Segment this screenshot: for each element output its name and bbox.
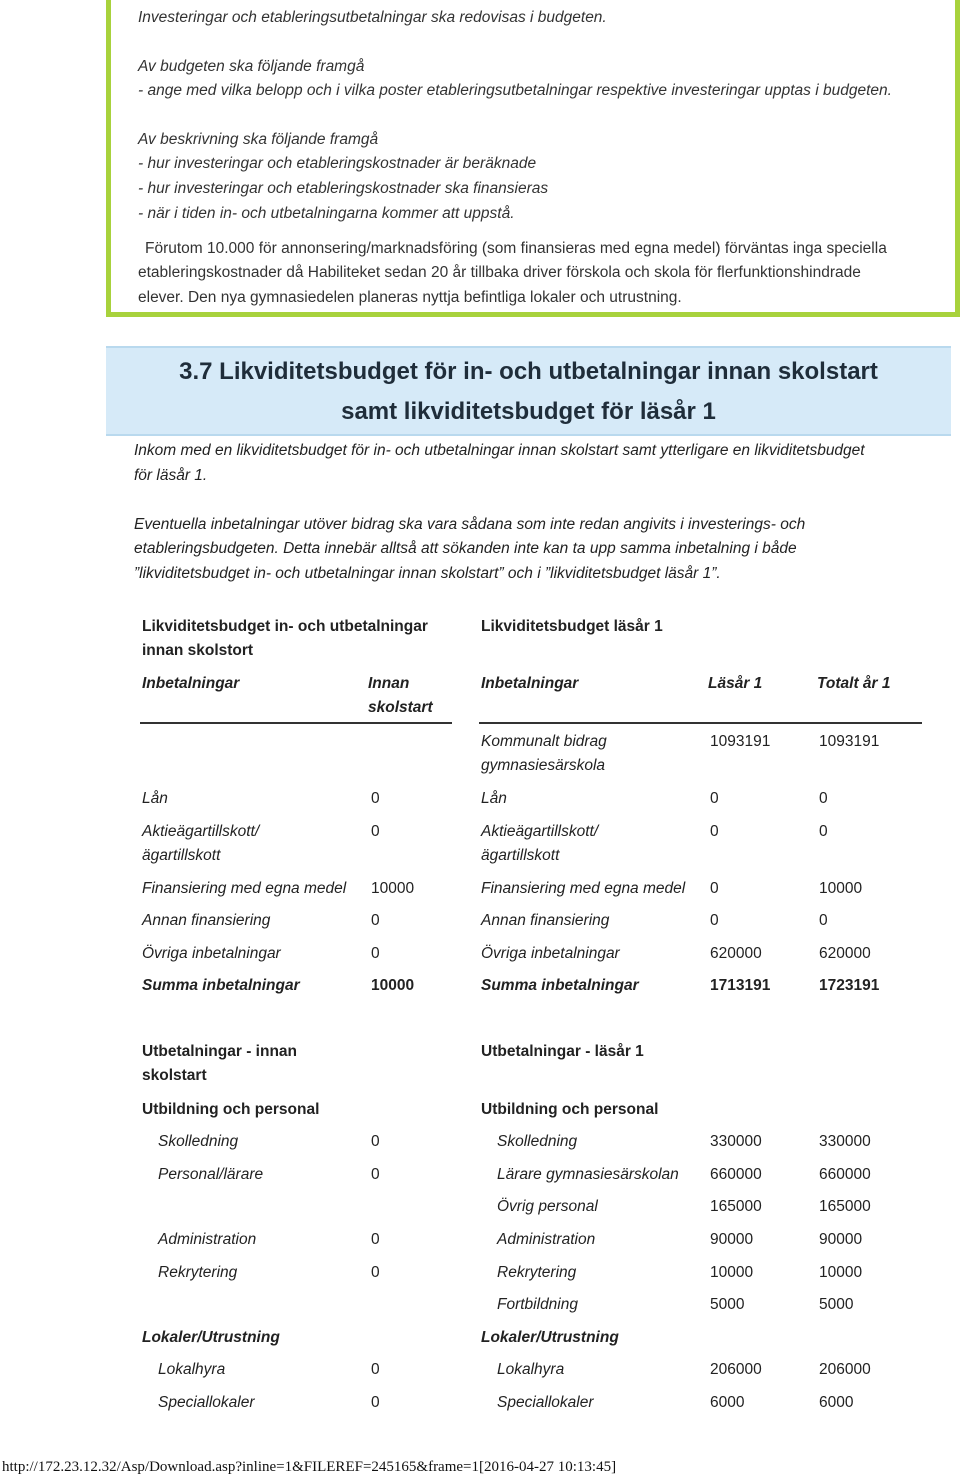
right-title: Likviditetsbudget läsår 1 [481,618,663,635]
left-row-0-b: 0 [371,790,380,807]
right-row-3-c: 10000 [819,880,863,897]
right-sec2-row-1-label: Speciallokaler [497,1394,594,1411]
right-sec2-row-1-b: 6000 [710,1394,745,1411]
box-line-4: Av beskrivning ska följande framgå [138,131,379,148]
left-row-2-b: 10000 [371,880,415,897]
left-row-4-label: Övriga inbetalningar [142,945,281,962]
left-ut-title-2: skolstart [142,1067,207,1084]
right-row-4-c: 0 [819,912,828,929]
left-row-4-b: 0 [371,945,380,962]
right-sec1-row-3-c: 90000 [819,1231,863,1248]
right-sec1-row-1-b: 660000 [710,1166,762,1183]
heading-line-1: 3.7 Likviditetsbudget för in- och utbetalningar innan skolstart [179,358,878,385]
left-sec1-title: Utbildning och personal [142,1101,320,1118]
right-row-4-label: Annan finansiering [481,912,610,929]
right-col-inbetalningar: Inbetalningar [481,675,579,692]
left-row-3-label: Annan finansiering [142,912,271,929]
box-line-6: - hur investeringar och etableringskostnader ska finansieras [138,180,549,197]
left-row-0-label: Lån [142,790,168,807]
right-sec2-row-1-c: 6000 [819,1394,854,1411]
right-sec1-row-3-label: Administration [497,1231,596,1248]
left-sec1-row-2-label: Administration [158,1231,257,1248]
right-sec1-row-1-c: 660000 [819,1166,871,1183]
intro-p2a: Eventuella inbetalningar utöver bidrag ska vara sådana som inte redan angivits i investerings- och [134,516,806,533]
right-row-6-b: 1713191 [710,977,771,994]
right-sec1-row-2-c: 165000 [819,1198,871,1215]
box-line-3: - ange med vilka belopp och i vilka poster etableringsutbetalningar respektive investeringar upptas i budgeten. [138,82,892,99]
box-line-8: Förutom 10.000 för annonsering/marknadsföring (som finansieras med egna medel) förväntas inga speciella [145,240,887,257]
right-sec1-row-2-label: Övrig personal [497,1198,598,1215]
footer-url: http://172.23.12.32/Asp/Download.asp?inline=1&FILEREF=245165&frame=1[2016-04-27 10:13:45] [2,1459,617,1475]
section-heading [106,346,951,436]
right-row-1-b: 0 [710,790,719,807]
box-line-1: Investeringar och etableringsutbetalningar ska redovisas i budgeten. [138,9,607,26]
left-col-innan: Innan [368,675,410,692]
left-row-2-label: Finansiering med egna medel [142,880,347,897]
right-sec2-row-0-b: 206000 [710,1361,762,1378]
right-row-0-label: Kommunalt bidrag [481,733,607,750]
right-row-2-label2: ägartillskott [481,847,560,864]
intro-p2c: ”likviditetsbudget in- och utbetalningar innan skolstart” och i ”likviditetsbudget läsår 1”. [134,565,721,582]
intro-p2b: etableringsbudgeten. Detta innebär alltså att sökanden inte kan ta upp samma inbetalning i både [134,540,797,557]
left-row-5-label: Summa inbetalningar [142,977,300,994]
right-row-0-label2: gymnasiesärskola [481,757,606,774]
right-col-lasar1: Läsår 1 [708,675,763,692]
left-sec1-row-2-b: 0 [371,1231,380,1248]
left-sec2-title: Lokaler/Utrustning [142,1329,280,1346]
right-sec1-row-5-c: 5000 [819,1296,854,1313]
left-sec1-row-0-label: Skolledning [158,1133,239,1150]
right-sec1-row-4-b: 10000 [710,1264,754,1281]
left-row-1-label: Aktieägartillskott/ [142,823,260,840]
right-ut-title: Utbetalningar - läsår 1 [481,1043,644,1060]
right-row-0-b: 1093191 [710,733,771,750]
left-row-1-b: 0 [371,823,380,840]
right-sec2-row-0-label: Lokalhyra [497,1361,565,1378]
right-row-1-label: Lån [481,790,507,807]
box-line-5: - hur investeringar och etableringskostnader är beräknade [138,155,537,172]
left-sec2-row-0-label: Lokalhyra [158,1361,226,1378]
left-title-2: innan skolstort [142,642,254,659]
right-sec2-title: Lokaler/Utrustning [481,1329,619,1346]
left-sec1-row-1-label: Personal/lärare [158,1166,264,1183]
right-row-2-label: Aktieägartillskott/ [481,823,599,840]
right-sec1-title: Utbildning och personal [481,1101,659,1118]
right-row-1-c: 0 [819,790,828,807]
left-col-inbetalningar: Inbetalningar [142,675,240,692]
right-row-5-b: 620000 [710,945,762,962]
right-row-2-c: 0 [819,823,828,840]
heading-line-2: samt likviditetsbudget för läsår 1 [341,398,716,425]
right-header-rule [479,722,922,724]
left-sec1-row-0-b: 0 [371,1133,380,1150]
right-row-6-c: 1723191 [819,977,880,994]
left-row-3-b: 0 [371,912,380,929]
left-col-skolstart: skolstart [368,699,433,716]
left-row-5-b: 10000 [371,977,415,994]
right-row-3-b: 0 [710,880,719,897]
right-sec1-row-0-c: 330000 [819,1133,871,1150]
right-sec1-row-0-b: 330000 [710,1133,762,1150]
left-sec2-row-1-b: 0 [371,1394,380,1411]
left-sec1-row-3-b: 0 [371,1264,380,1281]
right-sec1-row-0-label: Skolledning [497,1133,578,1150]
right-sec1-row-3-b: 90000 [710,1231,754,1248]
right-sec1-row-4-c: 10000 [819,1264,863,1281]
left-sec2-row-0-b: 0 [371,1361,380,1378]
left-sec1-row-3-label: Rekrytering [158,1264,238,1281]
right-row-6-label: Summa inbetalningar [481,977,639,994]
intro-p1b: för läsår 1. [134,467,208,484]
right-row-0-c: 1093191 [819,733,880,750]
right-row-5-label: Övriga inbetalningar [481,945,620,962]
intro-p1a: Inkom med en likviditetsbudget för in- och utbetalningar innan skolstart samt ytterligare en likviditetsbudget [134,442,865,459]
box-line-10: elever. Den nya gymnasiedelen planeras nyttja befintliga lokaler och utrustning. [138,289,682,306]
right-sec1-row-5-b: 5000 [710,1296,745,1313]
right-sec2-row-0-c: 206000 [819,1361,871,1378]
right-row-4-b: 0 [710,912,719,929]
left-header-rule [140,722,452,724]
left-sec1-row-1-b: 0 [371,1166,380,1183]
right-sec1-row-5-label: Fortbildning [497,1296,578,1313]
box-line-7: - när i tiden in- och utbetalningarna kommer att uppstå. [138,205,515,222]
right-row-5-c: 620000 [819,945,871,962]
box-line-9: etableringskostnader då Habiliteket sedan 20 år tillbaka driver förskola och skola för flerfunktionshindrade [138,264,861,281]
left-row-1-label2: ägartillskott [142,847,221,864]
right-sec1-row-2-b: 165000 [710,1198,762,1215]
left-sec2-row-1-label: Speciallokaler [158,1394,255,1411]
left-title-1: Likviditetsbudget in- och utbetalningar [142,618,428,635]
right-col-totalt: Totalt år 1 [817,675,891,692]
right-row-2-b: 0 [710,823,719,840]
right-row-3-label: Finansiering med egna medel [481,880,686,897]
right-sec1-row-1-label: Lärare gymnasiesärskolan [497,1166,679,1183]
left-ut-title-1: Utbetalningar - innan [142,1043,297,1060]
right-sec1-row-4-label: Rekrytering [497,1264,577,1281]
box-line-2: Av budgeten ska följande framgå [138,58,365,75]
